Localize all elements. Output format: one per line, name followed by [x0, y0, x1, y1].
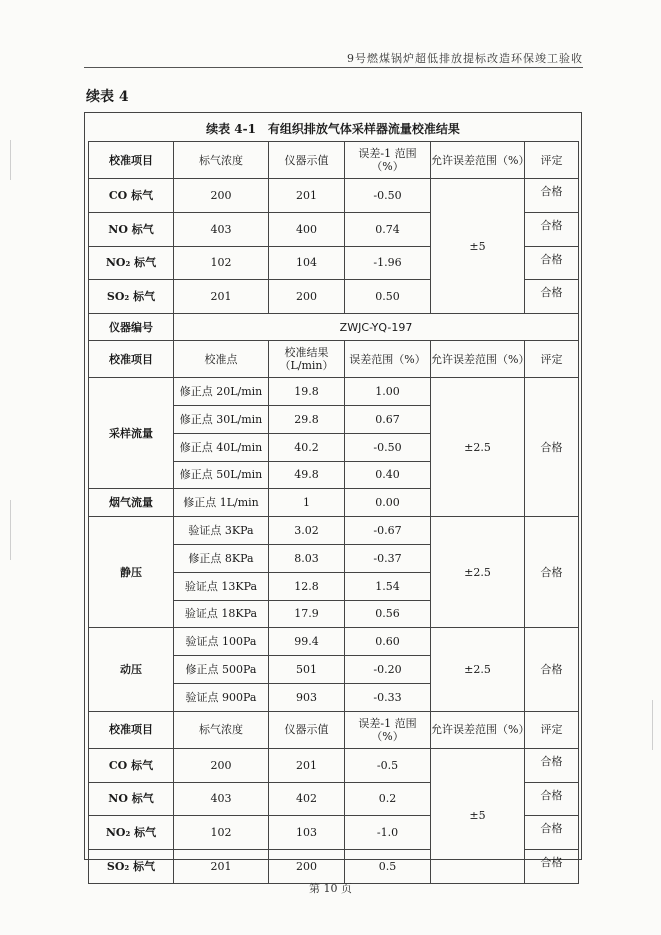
page-number: 第 10 页: [309, 882, 352, 895]
col-header: 误差-1 范围（%）: [345, 142, 431, 179]
verdict-cell: 合格: [525, 378, 579, 517]
error-cell: 0.67: [345, 405, 431, 433]
continued-label: 续表 4: [86, 89, 129, 105]
item-cell: SO₂ 标气: [89, 850, 174, 884]
verdict-cell: 合格: [525, 748, 579, 782]
verdict-cell: 合格: [525, 179, 579, 213]
verdict-cell: 合格: [525, 212, 579, 246]
result-cell: 903: [269, 683, 345, 711]
header-divider: [84, 67, 583, 68]
section3-header-row: [89, 711, 579, 748]
result-cell: 501: [269, 656, 345, 684]
value-cell: 102: [174, 816, 269, 850]
allowed-range-cell: ±2.5: [431, 628, 525, 711]
running-header: 9号燃煤锅炉超低排放提标改造环保竣工验收: [347, 52, 583, 65]
error-cell: 1.54: [345, 572, 431, 600]
col-header: 标气浓度: [174, 711, 269, 748]
error-cell: 1.00: [345, 378, 431, 406]
value-cell: 200: [269, 850, 345, 884]
result-cell: 19.8: [269, 378, 345, 406]
verdict-cell: 合格: [525, 246, 579, 280]
point-cell: 验证点 100Pa: [174, 628, 269, 656]
verdict-cell: 合格: [525, 280, 579, 314]
col-header: 评定: [525, 142, 579, 179]
point-cell: 修正点 1L/min: [174, 489, 269, 517]
group-label: 采样流量: [89, 378, 174, 489]
result-cell: 49.8: [269, 461, 345, 489]
col-header: 校准点: [174, 341, 269, 378]
table-row: [89, 628, 579, 656]
result-cell: 29.8: [269, 405, 345, 433]
scan-edge-mark: [10, 140, 11, 180]
error-cell: -0.50: [345, 179, 431, 213]
item-cell: CO 标气: [89, 179, 174, 213]
error-cell: -0.33: [345, 683, 431, 711]
verdict-cell: 合格: [525, 628, 579, 711]
col-header: 评定: [525, 341, 579, 378]
allowed-range-cell: ±5: [431, 179, 525, 314]
point-cell: 修正点 8KPa: [174, 544, 269, 572]
col-header: 误差-1 范围（%）: [345, 711, 431, 748]
value-cell: 200: [174, 179, 269, 213]
col-header: 标气浓度: [174, 142, 269, 179]
group-label: 烟气流量: [89, 489, 174, 517]
value-cell: 201: [174, 280, 269, 314]
group-label: 静压: [89, 517, 174, 628]
table-row: [89, 179, 579, 213]
value-cell: 201: [269, 748, 345, 782]
value-cell: 402: [269, 782, 345, 816]
scan-edge-mark: [652, 700, 653, 750]
error-cell: 0.5: [345, 850, 431, 884]
table-row: [89, 378, 579, 406]
error-cell: -1.96: [345, 246, 431, 280]
point-cell: 验证点 13KPa: [174, 572, 269, 600]
allowed-range-cell: ±2.5: [431, 378, 525, 517]
result-cell: 3.02: [269, 517, 345, 545]
point-cell: 修正点 50L/min: [174, 461, 269, 489]
allowed-range-cell: ±2.5: [431, 517, 525, 628]
error-cell: -0.20: [345, 656, 431, 684]
allowed-range-cell: ±5: [431, 748, 525, 883]
verdict-cell: 合格: [525, 782, 579, 816]
value-cell: 200: [174, 748, 269, 782]
col-header: 误差范围（%）: [345, 341, 431, 378]
point-cell: 验证点 3KPa: [174, 517, 269, 545]
item-cell: NO₂ 标气: [89, 246, 174, 280]
point-cell: 验证点 900Pa: [174, 683, 269, 711]
serial-label: 仪器编号: [89, 314, 174, 341]
col-header: 校准项目: [89, 142, 174, 179]
point-cell: 验证点 18KPa: [174, 600, 269, 628]
col-header: 评定: [525, 711, 579, 748]
point-cell: 修正点 20L/min: [174, 378, 269, 406]
point-cell: 修正点 500Pa: [174, 656, 269, 684]
col-header: 校准项目: [89, 341, 174, 378]
error-cell: 0.60: [345, 628, 431, 656]
item-cell: NO₂ 标气: [89, 816, 174, 850]
error-cell: 0.2: [345, 782, 431, 816]
table-row: [89, 517, 579, 545]
error-cell: -0.67: [345, 517, 431, 545]
point-cell: 修正点 30L/min: [174, 405, 269, 433]
result-cell: 17.9: [269, 600, 345, 628]
error-cell: -0.5: [345, 748, 431, 782]
col-header: 仪器示值: [269, 142, 345, 179]
value-cell: 403: [174, 782, 269, 816]
verdict-cell: 合格: [525, 816, 579, 850]
group-label: 动压: [89, 628, 174, 711]
col-header: 允许误差范围（%）: [431, 711, 525, 748]
col-header: 允许误差范围（%）: [431, 142, 525, 179]
section1-header-row: [89, 142, 579, 179]
result-cell: 1: [269, 489, 345, 517]
section2-header-row: [89, 341, 579, 378]
result-cell: 40.2: [269, 433, 345, 461]
result-cell: 12.8: [269, 572, 345, 600]
value-cell: 104: [269, 246, 345, 280]
error-cell: 0.56: [345, 600, 431, 628]
error-cell: 0.00: [345, 489, 431, 517]
scan-edge-mark: [10, 500, 11, 560]
verdict-cell: 合格: [525, 517, 579, 628]
table-title: 续表 4-1 有组织排放气体采样器流量校准结果: [206, 122, 460, 136]
error-cell: -0.50: [345, 433, 431, 461]
value-cell: 403: [174, 212, 269, 246]
item-cell: NO 标气: [89, 212, 174, 246]
calibration-table: [88, 141, 579, 884]
value-cell: 103: [269, 816, 345, 850]
value-cell: 400: [269, 212, 345, 246]
point-cell: 修正点 40L/min: [174, 433, 269, 461]
verdict-cell: 合格: [525, 850, 579, 884]
result-cell: 99.4: [269, 628, 345, 656]
error-cell: 0.40: [345, 461, 431, 489]
error-cell: -1.0: [345, 816, 431, 850]
value-cell: 201: [269, 179, 345, 213]
error-cell: -0.37: [345, 544, 431, 572]
error-cell: 0.50: [345, 280, 431, 314]
result-cell: 8.03: [269, 544, 345, 572]
value-cell: 200: [269, 280, 345, 314]
item-cell: SO₂ 标气: [89, 280, 174, 314]
item-cell: CO 标气: [89, 748, 174, 782]
serial-value: ZWJC-YQ-197: [174, 314, 579, 341]
value-cell: 102: [174, 246, 269, 280]
col-header: 校准结果（L/min）: [269, 341, 345, 378]
col-header: 允许误差范围（%）: [431, 341, 525, 378]
value-cell: 201: [174, 850, 269, 884]
col-header: 校准项目: [89, 711, 174, 748]
table-row: [89, 748, 579, 782]
col-header: 仪器示值: [269, 711, 345, 748]
error-cell: 0.74: [345, 212, 431, 246]
instrument-serial-row: [89, 314, 579, 341]
item-cell: NO 标气: [89, 782, 174, 816]
